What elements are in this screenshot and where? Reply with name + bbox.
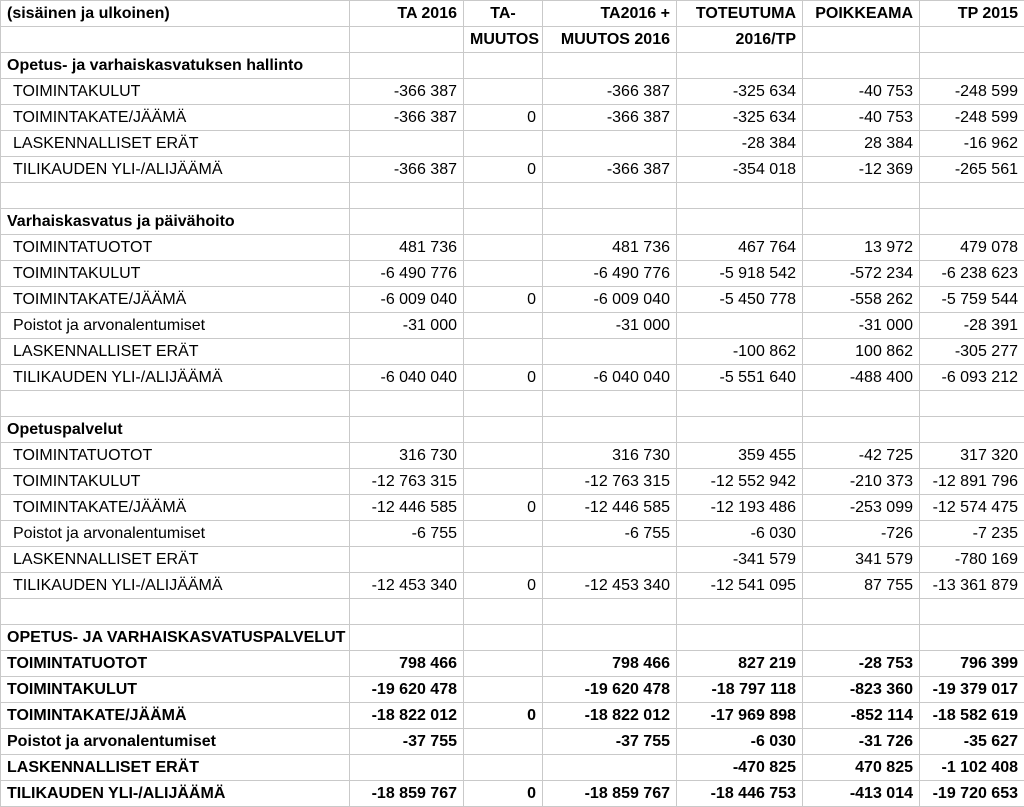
cell-ta2016: -37 755 xyxy=(350,729,464,755)
cell-toteutuma: -470 825 xyxy=(677,755,803,781)
cell-ta-muutos xyxy=(464,469,543,495)
cell-poikkeama: -40 753 xyxy=(803,105,920,131)
cell-tp2015: -28 391 xyxy=(920,313,1024,339)
cell-ta2016: -6 490 776 xyxy=(350,261,464,287)
cell-label: TOIMINTAKATE/JÄÄMÄ xyxy=(1,703,350,729)
cell-ta2016 xyxy=(350,391,464,417)
cell-ta2016: -366 387 xyxy=(350,105,464,131)
cell-label: Poistot ja arvonalentumiset xyxy=(1,313,350,339)
cell-ta-muutos xyxy=(464,443,543,469)
cell-ta-muutos: 0 xyxy=(464,157,543,183)
cell-label: TILIKAUDEN YLI-/ALIJÄÄMÄ xyxy=(1,781,350,807)
cell-ta-muutos: 0 xyxy=(464,703,543,729)
cell-poikkeama: -31 726 xyxy=(803,729,920,755)
cell-tp2015: -19 379 017 xyxy=(920,677,1024,703)
header-cell xyxy=(803,27,920,53)
cell-ta2016 xyxy=(350,417,464,443)
cell-toteutuma: -17 969 898 xyxy=(677,703,803,729)
cell-toteutuma xyxy=(677,183,803,209)
header-toteutuma: TOTEUTUMA xyxy=(677,1,803,27)
cell-label: TOIMINTATUOTOT xyxy=(1,651,350,677)
cell-poikkeama: -726 xyxy=(803,521,920,547)
table-row xyxy=(1,313,1024,339)
table-row xyxy=(1,131,1024,157)
cell-poikkeama: -31 000 xyxy=(803,313,920,339)
cell-toteutuma: -6 030 xyxy=(677,729,803,755)
cell-label: Poistot ja arvonalentumiset xyxy=(1,729,350,755)
cell-tp2015: 317 320 xyxy=(920,443,1024,469)
table-row xyxy=(1,521,1024,547)
cell-ta2016-muutos: -37 755 xyxy=(543,729,677,755)
header-ta-muutos: TA- xyxy=(464,1,543,27)
cell-toteutuma: -5 918 542 xyxy=(677,261,803,287)
cell-ta2016: 481 736 xyxy=(350,235,464,261)
header-ta2016-muutos-2: MUUTOS 2016 xyxy=(543,27,677,53)
cell-ta2016 xyxy=(350,547,464,573)
cell-ta2016-muutos xyxy=(543,209,677,235)
cell-ta2016-muutos xyxy=(543,391,677,417)
cell-tp2015: -19 720 653 xyxy=(920,781,1024,807)
table-row xyxy=(1,443,1024,469)
cell-ta2016 xyxy=(350,131,464,157)
cell-ta2016-muutos: -6 009 040 xyxy=(543,287,677,313)
cell-poikkeama: -852 114 xyxy=(803,703,920,729)
cell-label: LASKENNALLISET ERÄT xyxy=(1,339,350,365)
cell-label: TOIMINTAKULUT xyxy=(1,677,350,703)
cell-ta-muutos xyxy=(464,547,543,573)
cell-toteutuma: -28 384 xyxy=(677,131,803,157)
cell-poikkeama: -572 234 xyxy=(803,261,920,287)
cell-ta2016-muutos xyxy=(543,339,677,365)
cell-ta2016-muutos xyxy=(543,599,677,625)
cell-label: TOIMINTAKATE/JÄÄMÄ xyxy=(1,495,350,521)
cell-ta2016: -12 446 585 xyxy=(350,495,464,521)
table-row xyxy=(1,755,1024,781)
cell-label xyxy=(1,183,350,209)
spacer-row xyxy=(1,391,1024,417)
table-row xyxy=(1,677,1024,703)
cell-ta2016: -366 387 xyxy=(350,79,464,105)
cell-ta-muutos: 0 xyxy=(464,105,543,131)
cell-tp2015: -1 102 408 xyxy=(920,755,1024,781)
cell-tp2015: -12 574 475 xyxy=(920,495,1024,521)
cell-ta2016: -19 620 478 xyxy=(350,677,464,703)
cell-ta2016-muutos xyxy=(543,755,677,781)
table-row xyxy=(1,235,1024,261)
cell-toteutuma: -18 797 118 xyxy=(677,677,803,703)
cell-toteutuma: -325 634 xyxy=(677,105,803,131)
section-header-row xyxy=(1,625,1024,651)
cell-ta-muutos xyxy=(464,131,543,157)
cell-ta2016: -366 387 xyxy=(350,157,464,183)
cell-tp2015: -16 962 xyxy=(920,131,1024,157)
cell-ta2016 xyxy=(350,339,464,365)
cell-label: OPETUS- JA VARHAISKASVATUSPALVELUT xyxy=(1,625,350,651)
cell-tp2015: -248 599 xyxy=(920,105,1024,131)
cell-label: LASKENNALLISET ERÄT xyxy=(1,547,350,573)
cell-ta2016: -31 000 xyxy=(350,313,464,339)
cell-tp2015: -305 277 xyxy=(920,339,1024,365)
cell-toteutuma xyxy=(677,53,803,79)
cell-ta2016-muutos: -12 453 340 xyxy=(543,573,677,599)
cell-ta2016 xyxy=(350,183,464,209)
cell-poikkeama: 341 579 xyxy=(803,547,920,573)
table-row xyxy=(1,365,1024,391)
cell-label: Varhaiskasvatus ja päivähoito xyxy=(1,209,350,235)
cell-toteutuma: 467 764 xyxy=(677,235,803,261)
cell-ta2016-muutos: -31 000 xyxy=(543,313,677,339)
cell-poikkeama: 87 755 xyxy=(803,573,920,599)
cell-poikkeama: 100 862 xyxy=(803,339,920,365)
cell-ta-muutos xyxy=(464,53,543,79)
cell-ta-muutos: 0 xyxy=(464,287,543,313)
cell-tp2015 xyxy=(920,183,1024,209)
cell-tp2015: 796 399 xyxy=(920,651,1024,677)
cell-label: TILIKAUDEN YLI-/ALIJÄÄMÄ xyxy=(1,573,350,599)
cell-ta-muutos xyxy=(464,391,543,417)
cell-ta2016-muutos xyxy=(543,183,677,209)
cell-tp2015: -265 561 xyxy=(920,157,1024,183)
header-ta2016-muutos: TA2016 + xyxy=(543,1,677,27)
cell-ta-muutos xyxy=(464,183,543,209)
cell-ta2016-muutos xyxy=(543,131,677,157)
table-row xyxy=(1,261,1024,287)
cell-toteutuma: -5 551 640 xyxy=(677,365,803,391)
cell-tp2015: -12 891 796 xyxy=(920,469,1024,495)
spacer-row xyxy=(1,599,1024,625)
cell-label: Opetuspalvelut xyxy=(1,417,350,443)
header-row-2 xyxy=(1,27,1024,53)
cell-ta2016 xyxy=(350,53,464,79)
cell-ta2016: 316 730 xyxy=(350,443,464,469)
cell-toteutuma: -6 030 xyxy=(677,521,803,547)
cell-toteutuma xyxy=(677,417,803,443)
table-row xyxy=(1,703,1024,729)
cell-poikkeama: 470 825 xyxy=(803,755,920,781)
cell-toteutuma: 827 219 xyxy=(677,651,803,677)
cell-ta2016-muutos: -366 387 xyxy=(543,105,677,131)
cell-toteutuma: -12 552 942 xyxy=(677,469,803,495)
cell-ta-muutos xyxy=(464,521,543,547)
cell-poikkeama xyxy=(803,209,920,235)
cell-tp2015: -18 582 619 xyxy=(920,703,1024,729)
cell-ta2016-muutos xyxy=(543,53,677,79)
cell-ta2016: -6 009 040 xyxy=(350,287,464,313)
cell-tp2015 xyxy=(920,391,1024,417)
cell-poikkeama: -823 360 xyxy=(803,677,920,703)
cell-ta-muutos xyxy=(464,599,543,625)
cell-ta-muutos: 0 xyxy=(464,573,543,599)
cell-toteutuma: -12 541 095 xyxy=(677,573,803,599)
cell-ta2016-muutos: 798 466 xyxy=(543,651,677,677)
cell-tp2015 xyxy=(920,209,1024,235)
cell-tp2015: -35 627 xyxy=(920,729,1024,755)
cell-poikkeama: -253 099 xyxy=(803,495,920,521)
cell-poikkeama: -488 400 xyxy=(803,365,920,391)
cell-ta-muutos: 0 xyxy=(464,495,543,521)
cell-ta-muutos xyxy=(464,729,543,755)
cell-label: TOIMINTATUOTOT xyxy=(1,235,350,261)
cell-ta-muutos: 0 xyxy=(464,365,543,391)
cell-label: LASKENNALLISET ERÄT xyxy=(1,755,350,781)
header-cell xyxy=(1,27,350,53)
cell-poikkeama xyxy=(803,599,920,625)
cell-ta-muutos xyxy=(464,235,543,261)
cell-ta2016: -12 763 315 xyxy=(350,469,464,495)
table-row xyxy=(1,105,1024,131)
cell-tp2015: -6 238 623 xyxy=(920,261,1024,287)
cell-toteutuma: -18 446 753 xyxy=(677,781,803,807)
cell-ta-muutos xyxy=(464,755,543,781)
spacer-row xyxy=(1,183,1024,209)
cell-ta2016-muutos: 481 736 xyxy=(543,235,677,261)
cell-toteutuma: -100 862 xyxy=(677,339,803,365)
cell-toteutuma: -325 634 xyxy=(677,79,803,105)
cell-ta-muutos xyxy=(464,677,543,703)
cell-poikkeama: -413 014 xyxy=(803,781,920,807)
cell-label: TILIKAUDEN YLI-/ALIJÄÄMÄ xyxy=(1,365,350,391)
header-toteutuma-2: 2016/TP xyxy=(677,27,803,53)
section-header-row xyxy=(1,53,1024,79)
cell-ta2016-muutos: -12 763 315 xyxy=(543,469,677,495)
cell-ta2016 xyxy=(350,599,464,625)
cell-label: LASKENNALLISET ERÄT xyxy=(1,131,350,157)
table-header xyxy=(1,1,1024,53)
cell-poikkeama: -210 373 xyxy=(803,469,920,495)
cell-label: Poistot ja arvonalentumiset xyxy=(1,521,350,547)
cell-ta2016-muutos: -19 620 478 xyxy=(543,677,677,703)
header-poikkeama: POIKKEAMA xyxy=(803,1,920,27)
table-row xyxy=(1,339,1024,365)
cell-toteutuma: -5 450 778 xyxy=(677,287,803,313)
cell-poikkeama: -42 725 xyxy=(803,443,920,469)
cell-ta2016: 798 466 xyxy=(350,651,464,677)
cell-tp2015: -780 169 xyxy=(920,547,1024,573)
cell-toteutuma: -354 018 xyxy=(677,157,803,183)
cell-label: TILIKAUDEN YLI-/ALIJÄÄMÄ xyxy=(1,157,350,183)
cell-poikkeama: -558 262 xyxy=(803,287,920,313)
cell-label xyxy=(1,391,350,417)
cell-ta2016-muutos xyxy=(543,625,677,651)
table-row xyxy=(1,469,1024,495)
cell-ta2016-muutos: -6 490 776 xyxy=(543,261,677,287)
cell-tp2015: 479 078 xyxy=(920,235,1024,261)
cell-ta2016 xyxy=(350,755,464,781)
cell-poikkeama xyxy=(803,625,920,651)
cell-toteutuma xyxy=(677,391,803,417)
cell-toteutuma: 359 455 xyxy=(677,443,803,469)
cell-label: TOIMINTAKATE/JÄÄMÄ xyxy=(1,287,350,313)
cell-ta2016 xyxy=(350,209,464,235)
table-row xyxy=(1,547,1024,573)
cell-ta-muutos xyxy=(464,209,543,235)
cell-ta2016: -6 040 040 xyxy=(350,365,464,391)
cell-label xyxy=(1,599,350,625)
cell-ta2016-muutos: 316 730 xyxy=(543,443,677,469)
cell-ta2016-muutos: -18 822 012 xyxy=(543,703,677,729)
cell-ta-muutos xyxy=(464,339,543,365)
table-row xyxy=(1,157,1024,183)
cell-ta-muutos xyxy=(464,651,543,677)
cell-ta-muutos xyxy=(464,261,543,287)
cell-ta2016: -18 859 767 xyxy=(350,781,464,807)
cell-label: TOIMINTAKATE/JÄÄMÄ xyxy=(1,105,350,131)
cell-tp2015: -7 235 xyxy=(920,521,1024,547)
cell-ta-muutos xyxy=(464,79,543,105)
cell-ta-muutos xyxy=(464,625,543,651)
cell-ta2016-muutos xyxy=(543,547,677,573)
cell-ta2016-muutos: -366 387 xyxy=(543,157,677,183)
cell-ta2016: -6 755 xyxy=(350,521,464,547)
cell-label: Opetus- ja varhaiskasvatuksen hallinto xyxy=(1,53,350,79)
section-header-row xyxy=(1,209,1024,235)
cell-ta2016-muutos: -18 859 767 xyxy=(543,781,677,807)
cell-toteutuma xyxy=(677,625,803,651)
cell-ta2016-muutos xyxy=(543,417,677,443)
cell-ta-muutos xyxy=(464,313,543,339)
cell-ta2016-muutos: -6 755 xyxy=(543,521,677,547)
cell-tp2015: -13 361 879 xyxy=(920,573,1024,599)
cell-poikkeama xyxy=(803,53,920,79)
header-cell xyxy=(350,27,464,53)
cell-toteutuma xyxy=(677,313,803,339)
header-tp2015: TP 2015 xyxy=(920,1,1024,27)
header-cell xyxy=(920,27,1024,53)
cell-tp2015 xyxy=(920,599,1024,625)
cell-tp2015 xyxy=(920,53,1024,79)
cell-tp2015 xyxy=(920,625,1024,651)
cell-toteutuma xyxy=(677,599,803,625)
cell-tp2015 xyxy=(920,417,1024,443)
cell-poikkeama xyxy=(803,183,920,209)
cell-label: TOIMINTAKULUT xyxy=(1,79,350,105)
table-row xyxy=(1,495,1024,521)
table-row xyxy=(1,573,1024,599)
table-row xyxy=(1,729,1024,755)
cell-poikkeama: 28 384 xyxy=(803,131,920,157)
header-label-cell: (sisäinen ja ulkoinen) xyxy=(1,1,350,27)
table-row xyxy=(1,79,1024,105)
header-ta2016: TA 2016 xyxy=(350,1,464,27)
cell-tp2015: -248 599 xyxy=(920,79,1024,105)
header-ta-muutos-2: MUUTOS xyxy=(464,27,543,53)
table-body xyxy=(1,53,1024,807)
cell-toteutuma: -341 579 xyxy=(677,547,803,573)
cell-ta2016: -18 822 012 xyxy=(350,703,464,729)
cell-tp2015: -5 759 544 xyxy=(920,287,1024,313)
cell-poikkeama xyxy=(803,417,920,443)
cell-poikkeama: 13 972 xyxy=(803,235,920,261)
cell-label: TOIMINTAKULUT xyxy=(1,261,350,287)
cell-poikkeama: -40 753 xyxy=(803,79,920,105)
table-row xyxy=(1,651,1024,677)
table-row xyxy=(1,287,1024,313)
cell-ta2016: -12 453 340 xyxy=(350,573,464,599)
cell-label: TOIMINTATUOTOT xyxy=(1,443,350,469)
cell-ta2016-muutos: -6 040 040 xyxy=(543,365,677,391)
cell-ta2016-muutos: -366 387 xyxy=(543,79,677,105)
cell-ta-muutos: 0 xyxy=(464,781,543,807)
cell-poikkeama: -12 369 xyxy=(803,157,920,183)
cell-poikkeama xyxy=(803,391,920,417)
cell-toteutuma: -12 193 486 xyxy=(677,495,803,521)
cell-poikkeama: -28 753 xyxy=(803,651,920,677)
cell-tp2015: -6 093 212 xyxy=(920,365,1024,391)
cell-ta2016 xyxy=(350,625,464,651)
section-header-row xyxy=(1,417,1024,443)
cell-ta2016-muutos: -12 446 585 xyxy=(543,495,677,521)
cell-ta-muutos xyxy=(464,417,543,443)
cell-toteutuma xyxy=(677,209,803,235)
header-row xyxy=(1,1,1024,27)
cell-label: TOIMINTAKULUT xyxy=(1,469,350,495)
